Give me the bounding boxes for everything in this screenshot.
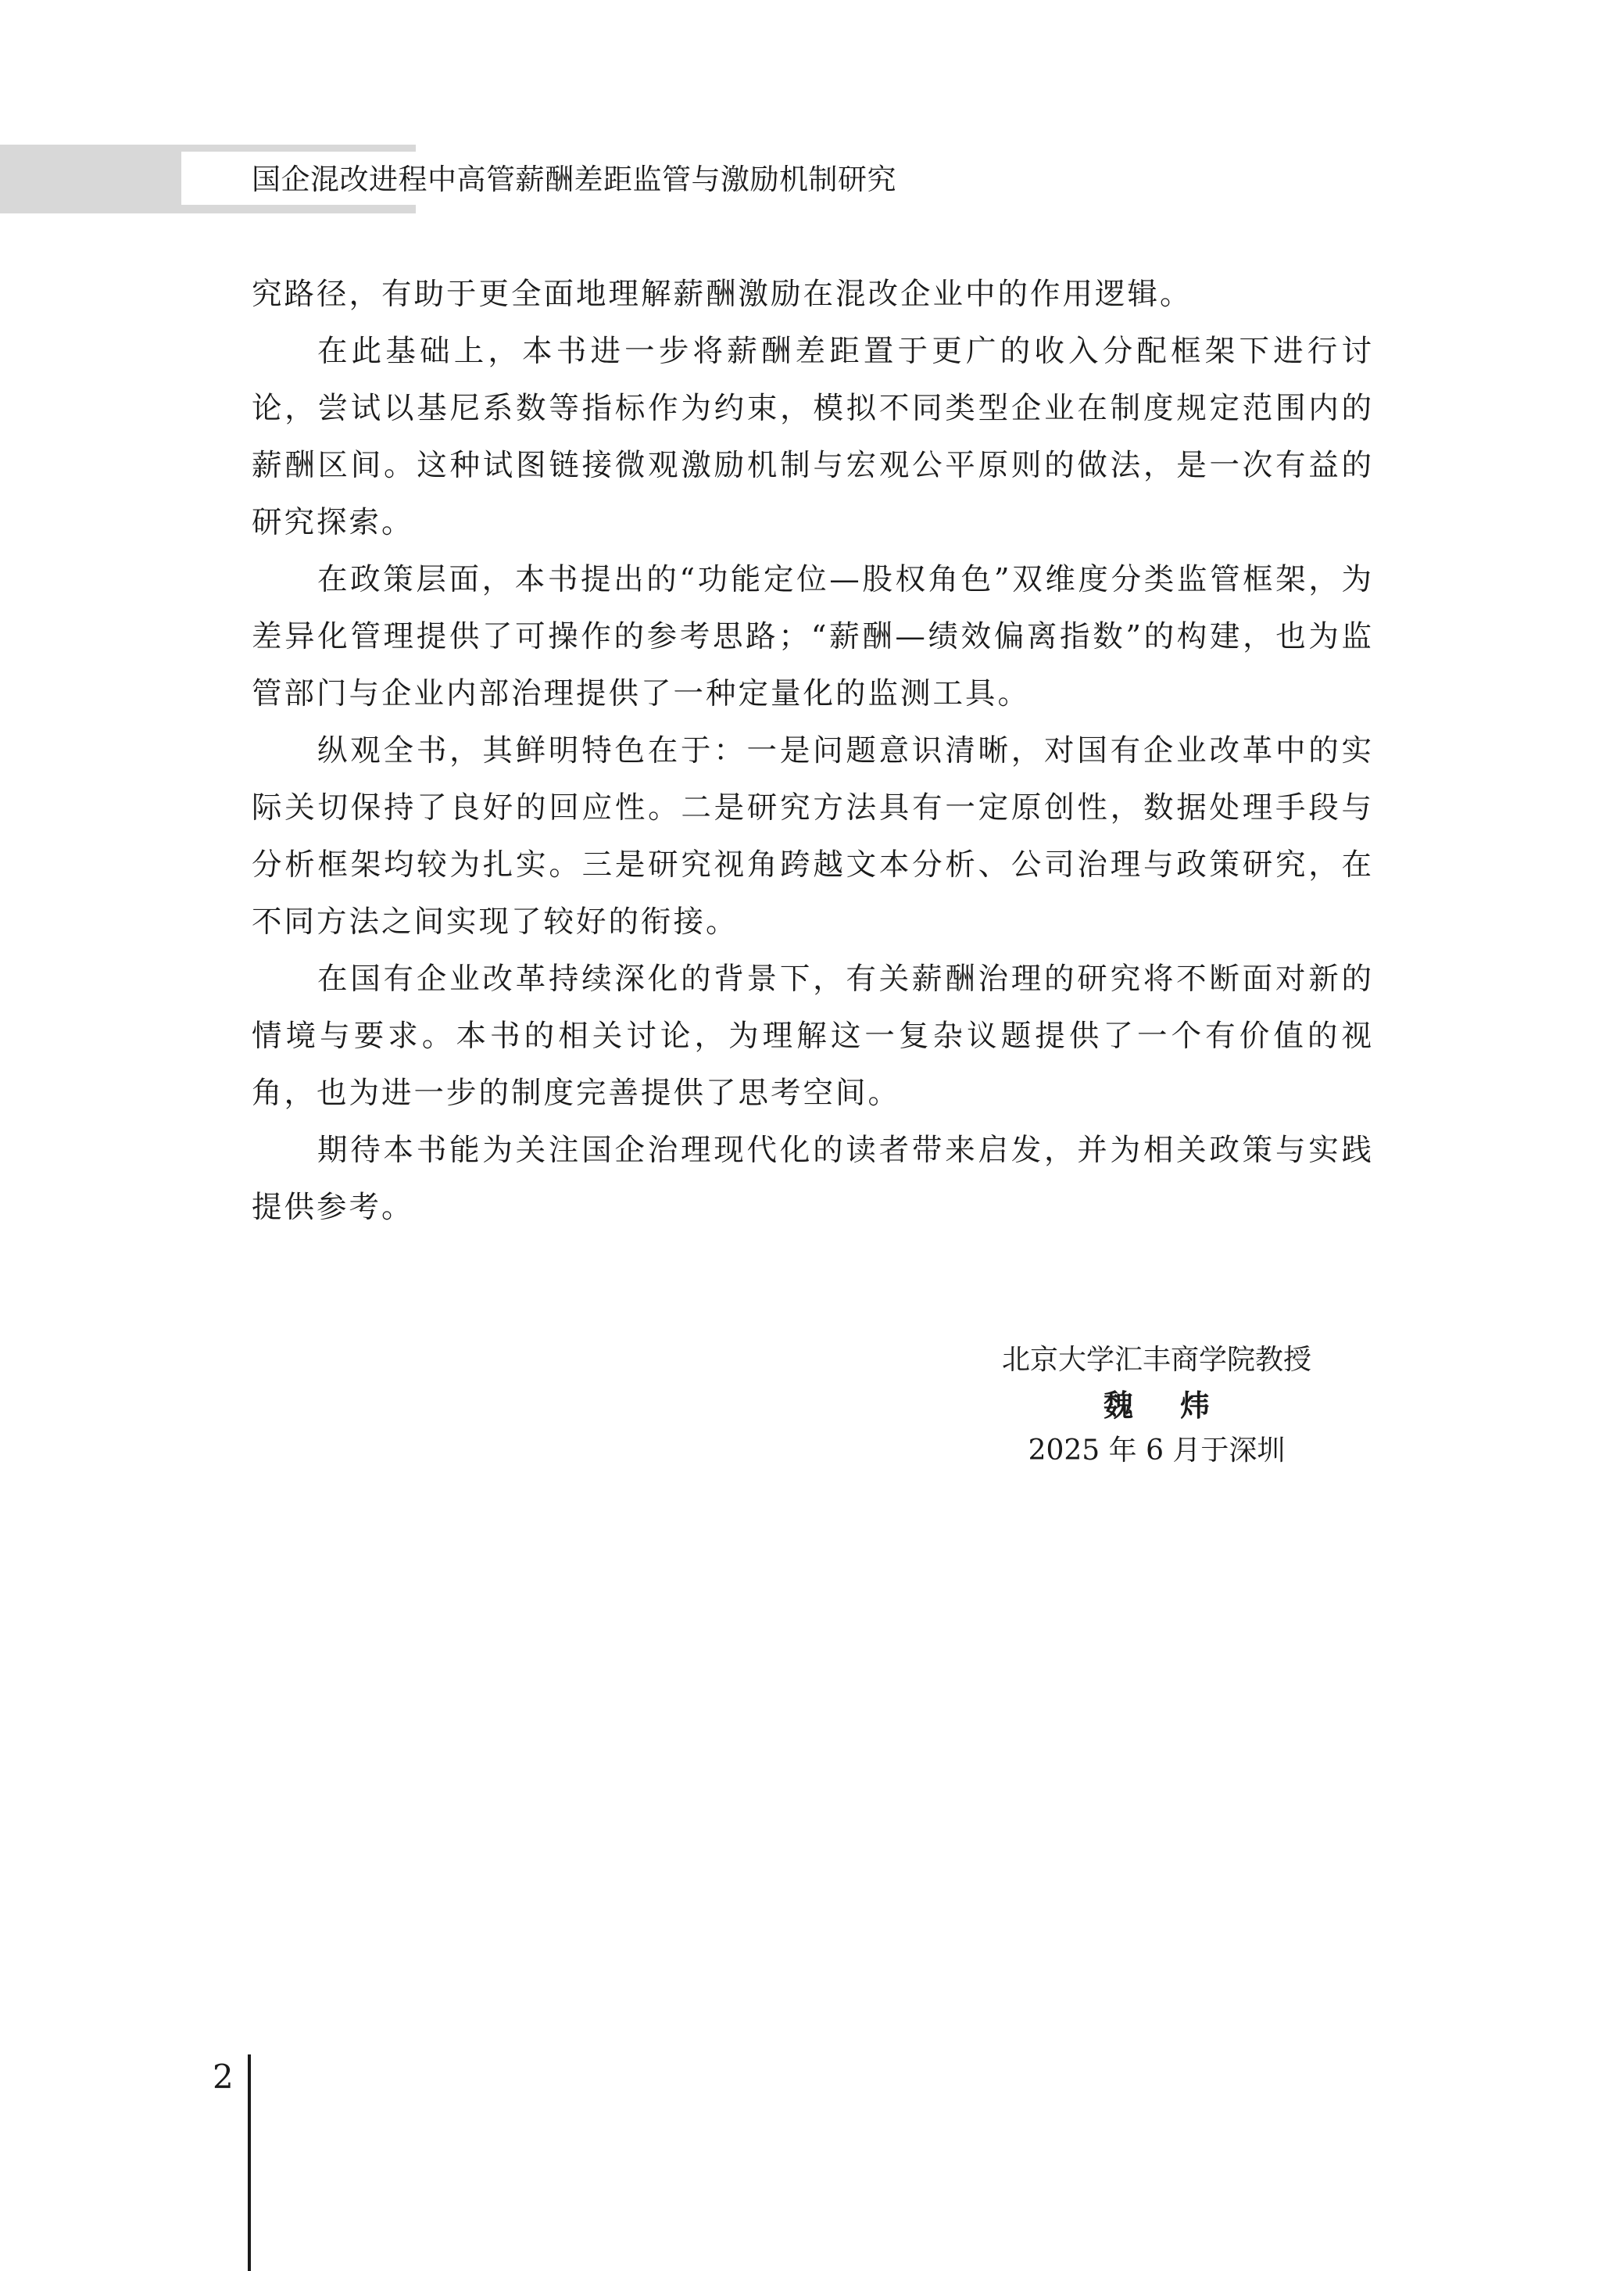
paragraph: 纵观全书，其鲜明特色在于：一是问题意识清晰，对国有企业改革中的实际关切保持了良好的回应性。二是研究方法具有一定原创性，数据处理手段与分析框架均较为扎实。三是研究视角跨越文本分析、公司治理与政策研究，在不同方法之间实现了较好的衔接。 — [252, 733, 1374, 940]
margin-rule — [248, 2054, 251, 2271]
paragraph: 在此基础上，本书进一步将薪酬差距置于更广的收入分配框架下进行讨论，尝试以基尼系数等指标作为约束，模拟不同类型企业在制度规定范围内的薪酬区间。这种试图链接微观激励机制与宏观公平原则的做法，是一次有益的研究探索。 — [252, 334, 1374, 540]
signature-affiliation: 北京大学汇丰商学院教授 — [1001, 1344, 1311, 1376]
paragraph: 在政策层面，本书提出的“功能定位—股权角色”双维度分类监管框架，为差异化管理提供了可操作的参考思路；“薪酬—绩效偏离指数”的构建，也为监管部门与企业内部治理提供了一种定量化的监测工具。 — [252, 562, 1374, 711]
signature-block — [969, 1338, 1344, 1473]
body-text — [252, 266, 1374, 1236]
page-number: 2 — [213, 2058, 234, 2096]
paragraph: 期待本书能为关注国企治理现代化的读者带来启发，并为相关政策与实践提供参考。 — [252, 1133, 1374, 1225]
paragraph-continued: 究路径，有助于更全面地理解薪酬激励在混改企业中的作用逻辑。 — [252, 277, 1193, 312]
paragraph: 在国有企业改革持续深化的背景下，有关薪酬治理的研究将不断面对新的情境与要求。本书的相关讨论，为理解这一复杂议题提供了一个有价值的视角，也为进一步的制度完善提供了思考空间。 — [252, 962, 1374, 1111]
signature-date-place: 2025 年 6 月于深圳 — [1028, 1435, 1286, 1467]
signature-name: 魏炜 — [1103, 1388, 1257, 1423]
running-header-title: 国企混改进程中高管薪酬差距监管与激励机制研究 — [252, 163, 896, 196]
